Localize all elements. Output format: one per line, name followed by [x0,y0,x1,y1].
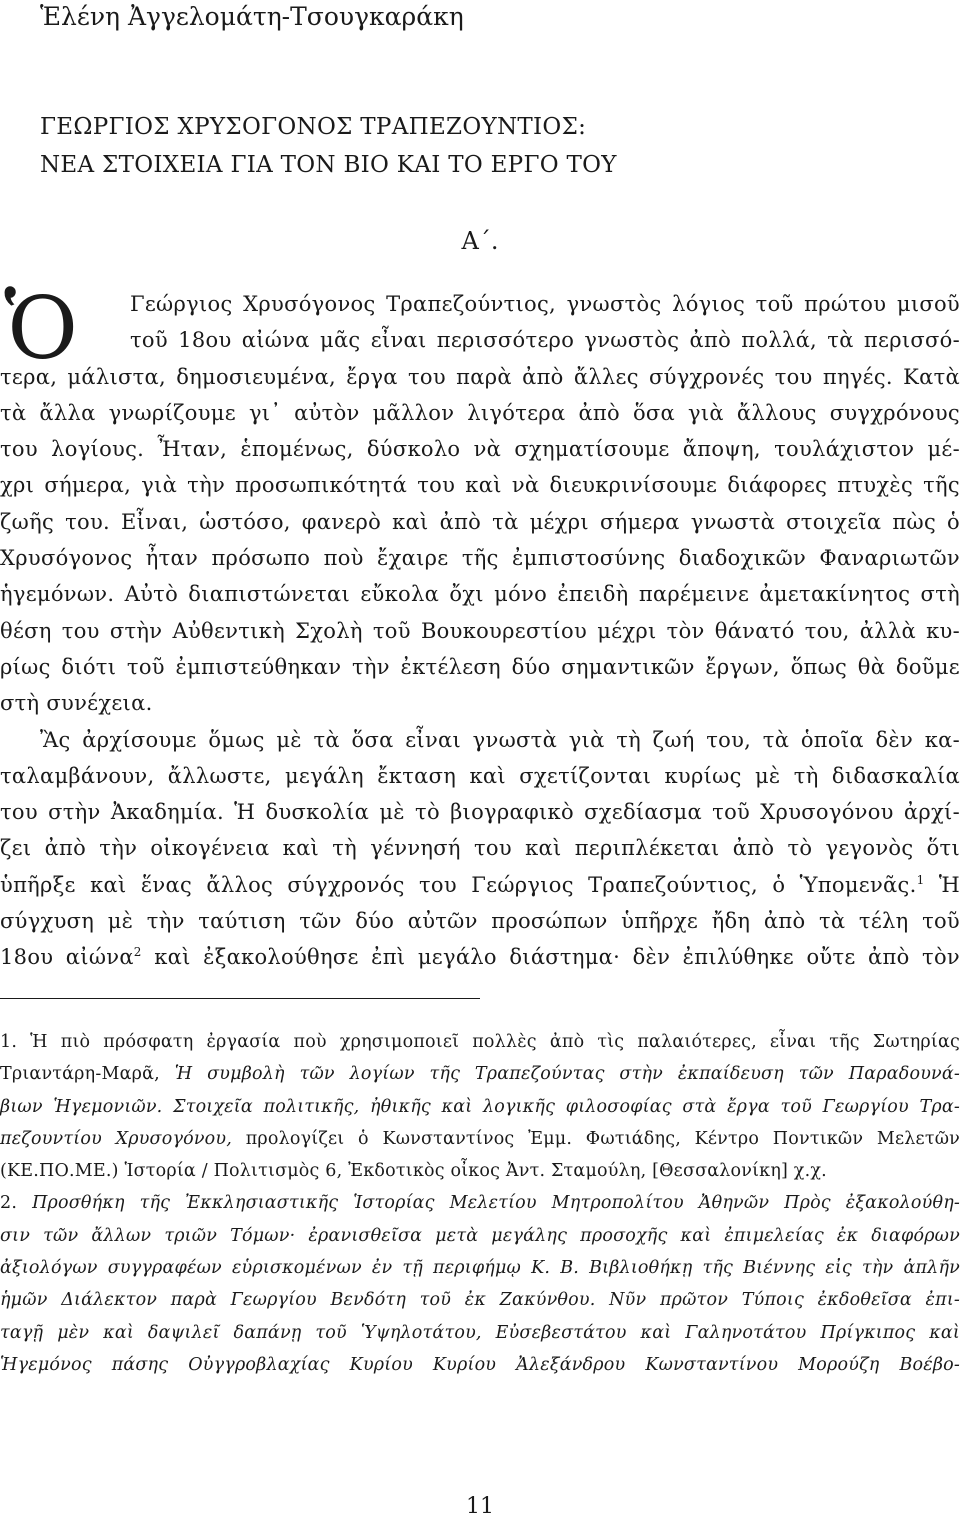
footnote-line [0,1317,960,1349]
footnote-italic: Προσθήκη τῆς Ἐκκλησιαστικῆς Ἱστορίας Μελετίου Μητροπολίτου Ἀθηνῶν Πρὸς ἐξακολούθη- [32,1193,960,1214]
body-line: σύγχυση μὲ τὴν ταύτιση τῶν δύο αὐτῶν προσώπων ὑπῆρχε ἤδη ἀπὸ τὰ τέλη τοῦ [0,909,960,934]
body-line: ζωῆς του. Εἶναι, ὡστόσο, φανερὸ καὶ ἀπὸ τὰ μέχρι σήμερα γνωστὰ στοιχεῖα πὼς ὁ [0,509,960,534]
footnote-text: προλογίζει ὁ Κωνσταντίνος Ἐμμ. Φωτιάδης, Κέντρο Ποντικῶν Μελετῶν [245,1128,960,1149]
body-line [0,939,960,975]
footnote-line [0,1349,960,1381]
footnote-text: Τριαντάρη-Μαρᾶ, [0,1064,160,1085]
footnote-italic: ἀξιολόγων συγγραφέων εὑρισκομένων ἐν τῇ περιφήμῳ Κ. Β. Βιβλιοθήκῃ τῆς Βιέννης εἰς τὴν ἁπλῆν [0,1258,960,1279]
footnote-italic: σιν τῶν ἄλλων τριῶν Τόμων· ἐρανισθεῖσα μετὰ μεγάλης προσοχῆς καὶ ἐπιμελείας ἐκ διαφόρων [0,1225,960,1246]
footnote-italic: Ἡγεμόνος πάσης Οὐγγροβλαχίας Κυρίου Κυρίου Ἀλεξάνδρου Κωνσταντίνου Μορούζη Βοέβο- [0,1354,960,1375]
footnote-line [0,1091,960,1123]
author-header: Ἑλένη Ἀγγελομάτη-Τσουγκαράκη [40,2,464,31]
section-label: Α΄. [461,227,499,255]
footnote-number: 2. [0,1193,18,1214]
body-line: τερα, μάλιστα, δημοσιευμένα, ἔργα του παρὰ ἀπὸ ἄλλες σύγχρονές του πηγές. Κατὰ [0,364,960,389]
body-line: χρι σήμερα, γιὰ τὴν προσωπικότητά του καὶ νὰ διευκρινίσουμε διάφορες πτυχὲς τῆς [0,473,960,498]
drop-cap: Ὁ [4,279,79,379]
body-line: ζει ἀπὸ τὴν οἰκογένεια καὶ τὴ γέννησή του καὶ περιπλέκεται ἀπὸ τὸ γεγονὸς ὅτι [0,836,960,861]
footnote-italic: Ἡ συμβολὴ τῶν λογίων τῆς Τραπεζούντας στὴν ἐκπαίδευση τῶν Παραδουνά- [174,1064,960,1085]
footnote-italic: πεζουντίου Χρυσογόνου, [0,1128,233,1149]
title-line-1: ΓΕΩΡΓΙΟΣ ΧΡΥΣΟΓΟΝΟΣ ΤΡΑΠΕΖΟΥΝΤΙΟΣ: [40,114,587,140]
page-number: 11 [466,1494,494,1519]
body-line: Γεώργιος Χρυσόγονος Τραπεζούντιος, γνωστὸς λόγιος τοῦ πρώτου μισοῦ [130,292,960,316]
body-line: του στὴν Ἀκαδημία. Ἡ δυσκολία μὲ τὸ βιογραφικὸ σχεδίασμα τοῦ Χρυσογόνου ἀρχί- [0,800,960,825]
body-line: του λογίους. Ἦταν, ἑπομένως, δύσκολο νὰ σχηματίσουμε ἄποψη, τουλάχιστον μέ- [0,437,960,462]
body-line: στὴ συνέχεια. [0,691,153,716]
footnote-separator [0,998,480,999]
footnote-ref: 1 [916,872,925,887]
footnote-line [0,1058,960,1090]
body-line: θέση του στὴν Αὐθεντικὴ Σχολὴ τοῦ Βουκουρεστίου μέχρι τὸν θάνατό του, ἀλλὰ κυ- [0,618,960,643]
body-line: Ἂς ἀρχίσουμε ὅμως μὲ τὰ ὅσα εἶναι γνωστὰ γιὰ τὴ ζωή του, τὰ ὁποῖα δὲν κα- [40,727,960,752]
footnote-line [0,1187,960,1219]
footnote-line [0,1123,960,1155]
body-line [0,867,960,903]
body-line: ἡγεμόνων. Αὐτὸ διαπιστώνεται εὔκολα ὄχι μόνο ἐπειδὴ παρέμεινε ἀμετακίνητος στὴ [0,582,960,607]
footnote-italic: ταγῇ μὲν καὶ δαψιλεῖ δαπάνῃ τοῦ Ὑψηλοτάτου, Εὐσεβεστάτου καὶ Γαληνοτάτου Πρίγκιπος καὶ [0,1322,960,1343]
footnote-line [0,1284,960,1316]
title-line-2: ΝΕΑ ΣΤΟΙΧΕΙΑ ΓΙΑ ΤΟΝ ΒΙΟ ΚΑΙ ΤΟ ΕΡΓΟ ΤΟΥ [40,152,617,178]
body-line-text: ὑπῆρξε καὶ ἕνας ἄλλος σύγχρονός του Γεώργιος Τραπεζούντιος, ὁ Ὑπομενᾶς. [0,872,917,897]
footnotes [0,1026,960,1381]
body-line: τοῦ 18ου αἰώνα μᾶς εἶναι περισσότερο γνωστὸς ἀπὸ πολλά, τὰ περισσό- [130,328,960,353]
footnote-italic: βιων Ἡγεμονιῶν. Στοιχεῖα πολιτικῆς, ἠθικῆς καὶ λογικῆς φιλοσοφίας στὰ ἔργα τοῦ Γεωργίου Τρα- [0,1096,960,1117]
body-line: ρίως διότι τοῦ ἐμπιστεύθηκαν τὴν ἐκτέλεση δύο σημαντικῶν ἔργων, ὅπως θὰ δοῦμε [0,654,960,679]
body-text [0,279,960,976]
footnote-line: (ΚΕ.ΠΟ.ΜΕ.) Ἱστορία / Πολιτισμὸς 6, Ἐκδοτικὸς οἶκος Ἀντ. Σταμούλη, [Θεσσαλονίκη] χ.χ. [0,1161,827,1182]
body-line: ταλαμβάνουν, ἄλλωστε, μεγάλη ἔκταση καὶ σχετίζονται κυρίως μὲ τὴ διδασκαλία [0,763,960,788]
footnote-italic: ἡμῶν Διάλεκτον παρὰ Γεωργίου Βενδότη τοῦ ἐκ Ζακύνθου. Νῦν πρῶτον Τύποις ἐκδοθεῖσα ἐπι- [0,1290,960,1311]
footnote-line [0,1252,960,1284]
article-title [40,108,617,184]
body-line: τὰ ἄλλα γνωρίζουμε γι᾽ αὐτὸν μᾶλλον λιγότερα ἀπὸ ὅσα γιὰ ἄλλους συγχρόνους [0,400,960,425]
body-line-text: καὶ ἐξακολούθησε ἐπὶ μεγάλο διάστημα· δὲν ἐπιλύθηκε οὔτε ἀπὸ τὸν [154,945,960,970]
footnote-line [0,1220,960,1252]
body-line: Χρυσόγονος ἦταν πρόσωπο ποὺ ἔχαιρε τῆς ἐμπιστοσύνης διαδοχικῶν Φαναριωτῶν [0,546,960,571]
footnote-line: 1. Ἡ πιὸ πρόσφατη ἐργασία ποὺ χρησιμοποιεῖ πολλὲς ἀπὸ τὶς παλαιότερες, εἶναι τῆς Σωτηρίας [0,1032,960,1052]
body-line-text: 18ου αἰώνα [0,945,134,970]
body-line-tail: Ἡ [938,872,960,897]
footnote-ref: 2 [133,945,142,960]
